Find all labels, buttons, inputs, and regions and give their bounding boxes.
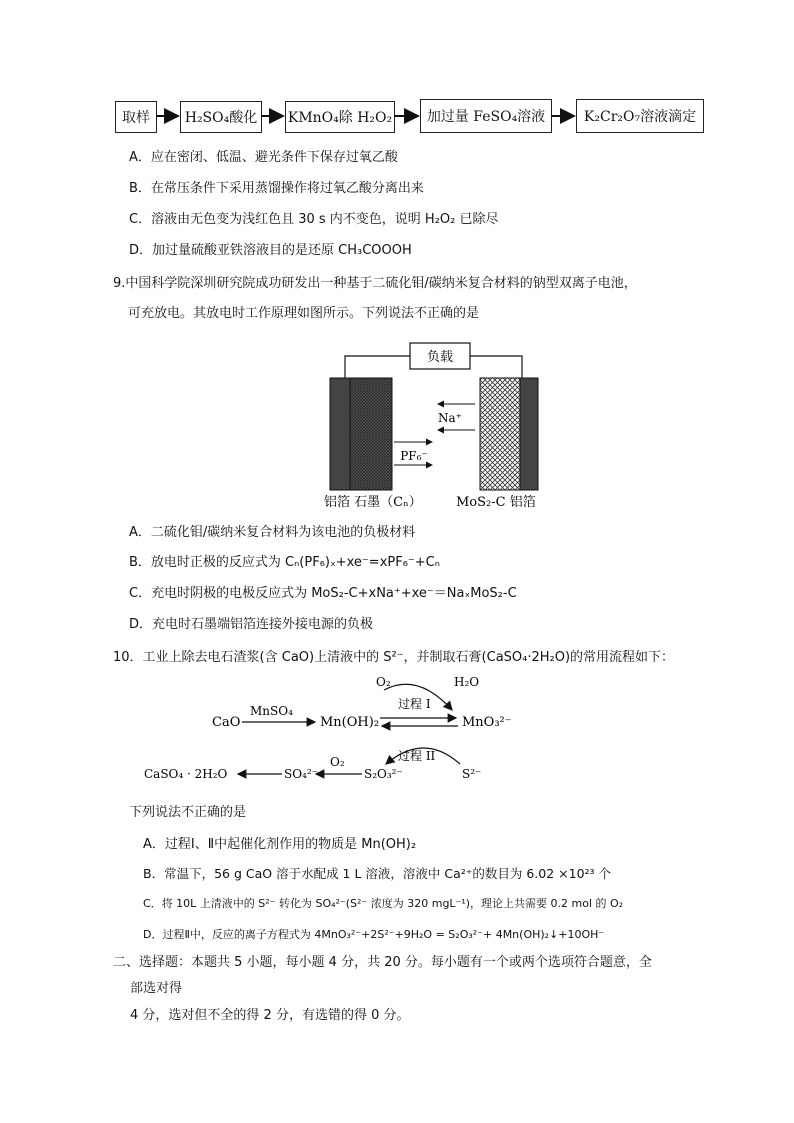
mno3-label: MnO₃²⁻ [462, 715, 512, 730]
mnoh2-label: Mn(OH)₂ [320, 715, 380, 730]
mnso4-label: MnSO₄ [250, 704, 293, 718]
o2-top-label: O₂ [376, 675, 391, 689]
q10-option-d: D．过程Ⅱ中，反应的离子方程式为 4MnO₃²⁻+2S²⁻+9H₂O = S₂O₃²⁻+ 4Mn(OH)₂↓+10OH⁻ [143, 928, 605, 941]
wire-right [470, 356, 522, 378]
caso4-label: CaSO₄ · 2H₂O [144, 767, 228, 781]
battery-diagram [310, 340, 560, 515]
wire-left [345, 356, 410, 378]
pf6-ion-label: PF₆⁻ [400, 449, 428, 463]
flow-arrows [0, 0, 794, 140]
q10-option-b: B．常温下，56 g CaO 溶于水配成 1 L 溶液，溶液中 Ca²⁺的数目为 6.02 ×10²³ 个 [143, 866, 612, 881]
flow-step-acidify: H₂SO₄酸化 [180, 101, 262, 133]
cao-label: CaO [212, 715, 241, 730]
process2-label: 过程 II [398, 749, 436, 763]
q10-option-c: C．将 10L 上清液中的 S²⁻ 转化为 SO₄²⁻(S²⁻ 浓度为 320 mgL⁻¹)，理论上共需要 0.2 mol 的 O₂ [143, 897, 624, 910]
q8-option-d: D．加过量硫酸亚铁溶液目的是还原 CH₃COOOH [129, 243, 412, 258]
flow-step-sample: 取样 [115, 101, 157, 133]
left-electrode-label: 铝箔 石墨（Cₙ） [324, 495, 422, 510]
q8-option-a: A．应在密闭、低温、避光条件下保存过氧乙酸 [129, 150, 398, 165]
process-diagram [140, 668, 520, 788]
load-label: 负载 [426, 350, 454, 365]
q9-stem-line1: 9.中国科学院深圳研究院成功研发出一种基于二硫化钼/碳纳米复合材料的钠型双离子电池， [113, 276, 637, 291]
section2-line1: 二、选择题：本题共 5 小题，每小题 4 分，共 20 分。每小题有一个或两个选项符合题意，全 [113, 955, 652, 970]
section2-line3: 4 分，选对但不全的得 2 分，有选错的得 0 分。 [130, 1008, 410, 1023]
s2-label: S²⁻ [462, 767, 482, 781]
q8-option-c: C．溶液由无色变为浅红色且 30 s 内不变色，说明 H₂O₂ 已除尽 [129, 212, 499, 227]
so4-label: SO₄²⁻ [284, 767, 319, 781]
q9-option-d: D．充电时石墨端铝箔连接外接电源的负极 [129, 617, 374, 632]
q9-option-c: C．充电时阴极的电极反应式为 MoS₂-C+xNa⁺+xe⁻＝NaₓMoS₂-C [129, 586, 517, 601]
right-aluminum-foil [520, 378, 538, 490]
q8-option-b: B．在常压条件下采用蒸馏操作将过氧乙酸分离出来 [129, 181, 424, 196]
q9-stem-line2: 可充放电。其放电时工作原理如图所示。下列说法不正确的是 [128, 306, 480, 321]
q10-stem: 10．工业上除去电石渣浆(含 CaO)上清液中的 S²⁻，并制取石膏(CaSO₄·2H₂O)的常用流程如下： [113, 650, 675, 665]
q10-option-a: A．过程Ⅰ、Ⅱ中起催化剂作用的物质是 Mn(OH)₂ [143, 837, 417, 852]
o2-bottom-label: O₂ [330, 755, 345, 769]
q10-question: 下列说法不正确的是 [129, 805, 247, 820]
mos2-c-electrode [480, 378, 520, 490]
process1-label: 过程 I [398, 697, 431, 711]
right-electrode-label: MoS₂-C 铝箔 [456, 495, 536, 510]
graphite-electrode [350, 378, 392, 490]
q9-option-a: A．二硫化钼/碳纳米复合材料为该电池的负极材料 [129, 525, 416, 540]
h2o-label: H₂O [454, 675, 480, 689]
left-aluminum-foil [330, 378, 350, 490]
s2o3-label: S₂O₃²⁻ [364, 767, 403, 781]
section2-line2: 部选对得 [130, 981, 183, 996]
flow-step-kmno4: KMnO₄除 H₂O₂ [285, 101, 395, 133]
flow-step-titrate: K₂Cr₂O₇溶液滴定 [576, 99, 704, 133]
na-ion-label: Na⁺ [438, 411, 462, 425]
flow-step-feso4: 加过量 FeSO₄溶液 [420, 99, 552, 133]
q9-option-b: B．放电时正极的反应式为 Cₙ(PF₆)ₓ+xe⁻=xPF₆⁻+Cₙ [129, 555, 440, 570]
